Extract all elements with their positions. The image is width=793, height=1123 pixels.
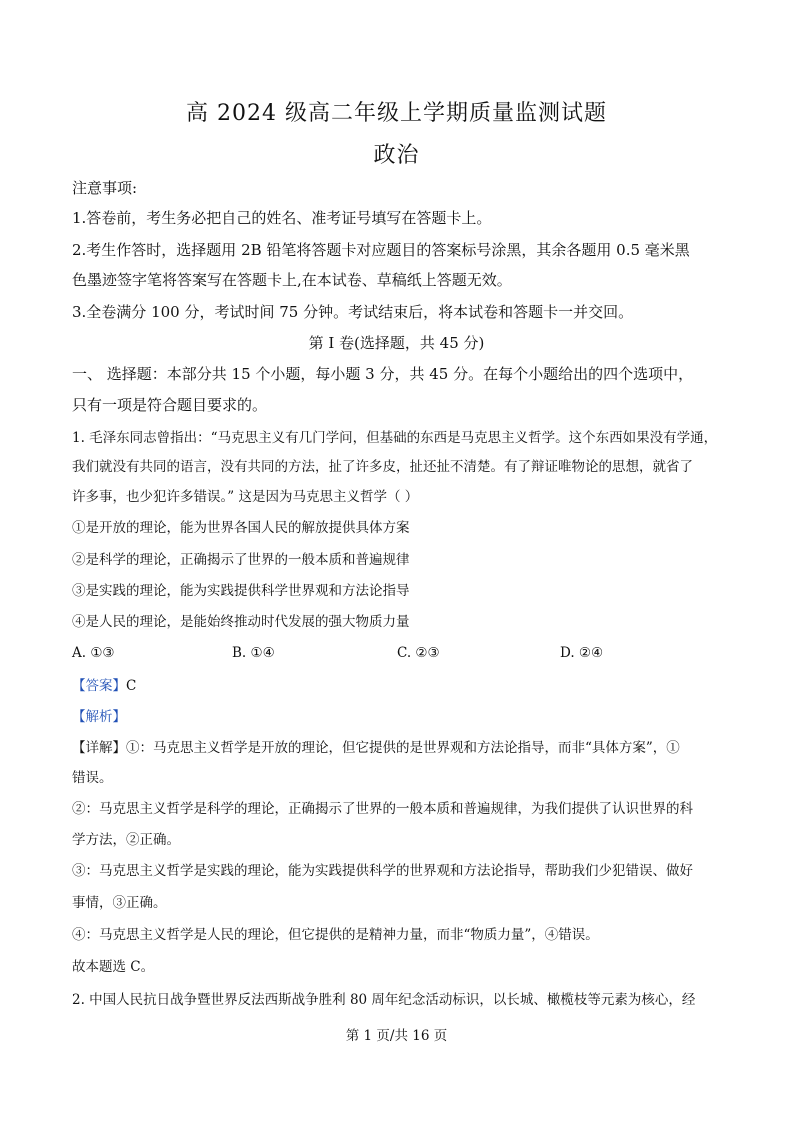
detail-line: ②：马克思主义哲学是科学的理论，正确揭示了世界的一般本质和普遍规律，为我们提供了认识世界的科 [72, 801, 693, 817]
option-b: B. ①④ [232, 645, 275, 661]
option-d: D. ②④ [560, 645, 604, 661]
statement-1: ①是开放的理论，能为世界各国人民的解放提供具体方案 [72, 520, 410, 536]
analysis-line [72, 707, 732, 727]
question-stem: 许多事，也少犯许多错误。” 这是因为马克思主义哲学（ ） [72, 489, 419, 505]
option-a: A. ①③ [72, 645, 115, 661]
question-2-stem: 2. 中国人民抗日战争暨世界反法西斯战争胜利 80 周年纪念活动标识，以长城、橄榄枝等元素为核心，经 [72, 992, 696, 1008]
section-instruction: 一、 选择题：本部分共 15 个小题，每小题 3 分，共 45 分。在每个小题给出的四个选项中， [72, 365, 694, 383]
question-stem: 1. 毛泽东同志曾指出：“马克思主义有几门学问，但基础的东西是马克思主义哲学。这个东西如果没有学通， [72, 430, 718, 446]
option-c: C. ②③ [397, 645, 440, 661]
statement-3: ③是实践的理论，能为实践提供科学世界观和方法论指导 [72, 583, 410, 599]
question-stem: 我们就没有共同的语言，没有共同的方法，扯了许多皮，扯还扯不清楚。有了辩证唯物论的思想，就省了 [72, 459, 693, 475]
notice-item: 1.答卷前，考生务必把自己的姓名、准考证号填写在答题卡上。 [72, 209, 492, 227]
exam-title: 高 2024 级高二年级上学期质量监测试题 [186, 101, 607, 126]
notice-item: 2.考生作答时，选择题用 2B 铅笔将答题卡对应题目的答案标号涂黑，其余各题用 0.5 毫米黑 [72, 241, 690, 259]
notice-item: 色墨迹签字笔将答案写在答题卡上,在本试卷、草稿纸上答题无效。 [72, 271, 512, 289]
analysis-label: 【解析】 [72, 709, 126, 725]
notice-heading: 注意事项: [72, 179, 138, 197]
statement-2: ②是科学的理论，正确揭示了世界的一般本质和普遍规律 [72, 552, 410, 568]
detail-line: 事情，③正确。 [72, 895, 167, 911]
detail-line: ③：马克思主义哲学是实践的理论，能为实践提供科学的世界观和方法论指导，帮助我们少犯错误、做好 [72, 863, 693, 879]
detail-line: 学方法，②正确。 [72, 832, 180, 848]
answer-line [72, 676, 732, 696]
statement-4: ④是人民的理论，是能始终推动时代发展的强大物质力量 [72, 614, 410, 630]
section-title: 第 I 卷(选择题，共 45 分) [308, 334, 485, 352]
detail-line: 【详解】①：马克思主义哲学是开放的理论，但它提供的是世界观和方法论指导，而非“具体方案”，① [72, 740, 680, 756]
subject-title: 政治 [373, 143, 420, 168]
detail-line: 故本题选 C。 [72, 959, 155, 975]
answer-label: 【答案】 [72, 678, 126, 694]
notice-item: 3.全卷满分 100 分，考试时间 75 分钟。考试结束后，将本试卷和答题卡一并交回。 [72, 303, 634, 321]
section-instruction: 只有一项是符合题目要求的。 [72, 396, 268, 414]
page-footer: 第 1 页/共 16 页 [345, 1028, 448, 1044]
answer-value: C [126, 678, 137, 694]
detail-line: ④：马克思主义哲学是人民的理论，但它提供的是精神力量，而非“物质力量”，④错误。 [72, 927, 599, 943]
detail-line: 错误。 [72, 770, 113, 786]
